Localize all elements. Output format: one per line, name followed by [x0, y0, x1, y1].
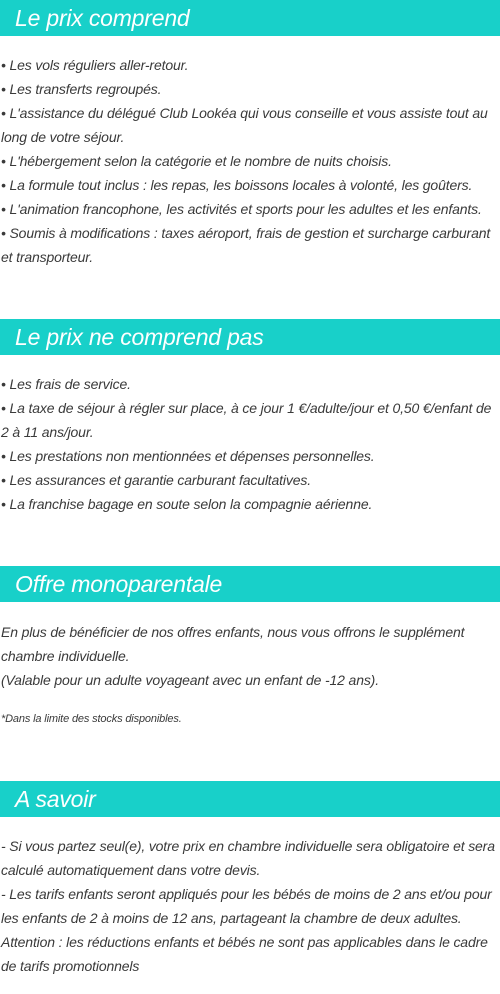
section-header-offre-monoparentale: [0, 566, 500, 602]
footnote: *Dans la limite des stocks disponibles.: [1, 713, 182, 725]
list-item: • Les vols réguliers aller-retour.: [1, 57, 189, 73]
list-item: • Les assurances et garantie carburant facultatives.: [1, 472, 311, 488]
list-item: • L'assistance du délégué Club Lookéa qui vous conseille et vous assiste tout au long de votre séjour.: [1, 105, 488, 145]
paragraph: Attention : les réductions enfants et bébés ne sont pas applicables dans le cadre de tarifs promotionnels: [1, 934, 488, 974]
list-item: • Les prestations non mentionnées et dépenses personnelles.: [1, 448, 375, 464]
paragraph: (Valable pour un adulte voyageant avec un enfant de -12 ans).: [1, 672, 379, 688]
list-item: • La formule tout inclus : les repas, les boissons locales à volonté, les goûters.: [1, 177, 473, 193]
list-item: • L'animation francophone, les activités et sports pour les adultes et les enfants.: [1, 201, 482, 217]
section-header-prix-ne-comprend-pas: [0, 319, 500, 355]
paragraph: En plus de bénéficier de nos offres enfants, nous vous offrons le supplément chambre individuelle.: [1, 624, 465, 664]
text-a-savoir: [1, 834, 500, 978]
list-item: • La franchise bagage en soute selon la compagnie aérienne.: [1, 496, 373, 512]
section-title: Le prix ne comprend pas: [15, 324, 264, 350]
list-item: • Soumis à modifications : taxes aéroport, frais de gestion et surcharge carburant et transporteur.: [1, 225, 491, 265]
list-prix-ne-comprend-pas: [1, 372, 500, 516]
list-item: • La taxe de séjour à régler sur place, à ce jour 1 €/adulte/jour et 0,50 €/enfant de 2 à 11 ans/jour.: [1, 400, 492, 440]
section-title: A savoir: [15, 786, 96, 812]
paragraph: - Les tarifs enfants seront appliqués pour les bébés de moins de 2 ans et/ou pour les enfants de 2 à moins de 12 ans, partageant la chambre de deux adultes.: [1, 886, 492, 926]
list-prix-comprend: [1, 53, 500, 269]
list-item: • Les frais de service.: [1, 376, 131, 392]
list-item: • Les transferts regroupés.: [1, 81, 162, 97]
paragraph: - Si vous partez seul(e), votre prix en chambre individuelle sera obligatoire et sera calculé automatiquement dans votre devis.: [1, 838, 495, 878]
section-header-a-savoir: [0, 781, 500, 817]
text-offre-monoparentale: [1, 620, 500, 727]
section-title: Offre monoparentale: [15, 571, 223, 597]
section-title: Le prix comprend: [15, 5, 190, 31]
list-item: • L'hébergement selon la catégorie et le nombre de nuits choisis.: [1, 153, 392, 169]
section-header-prix-comprend: [0, 0, 500, 36]
